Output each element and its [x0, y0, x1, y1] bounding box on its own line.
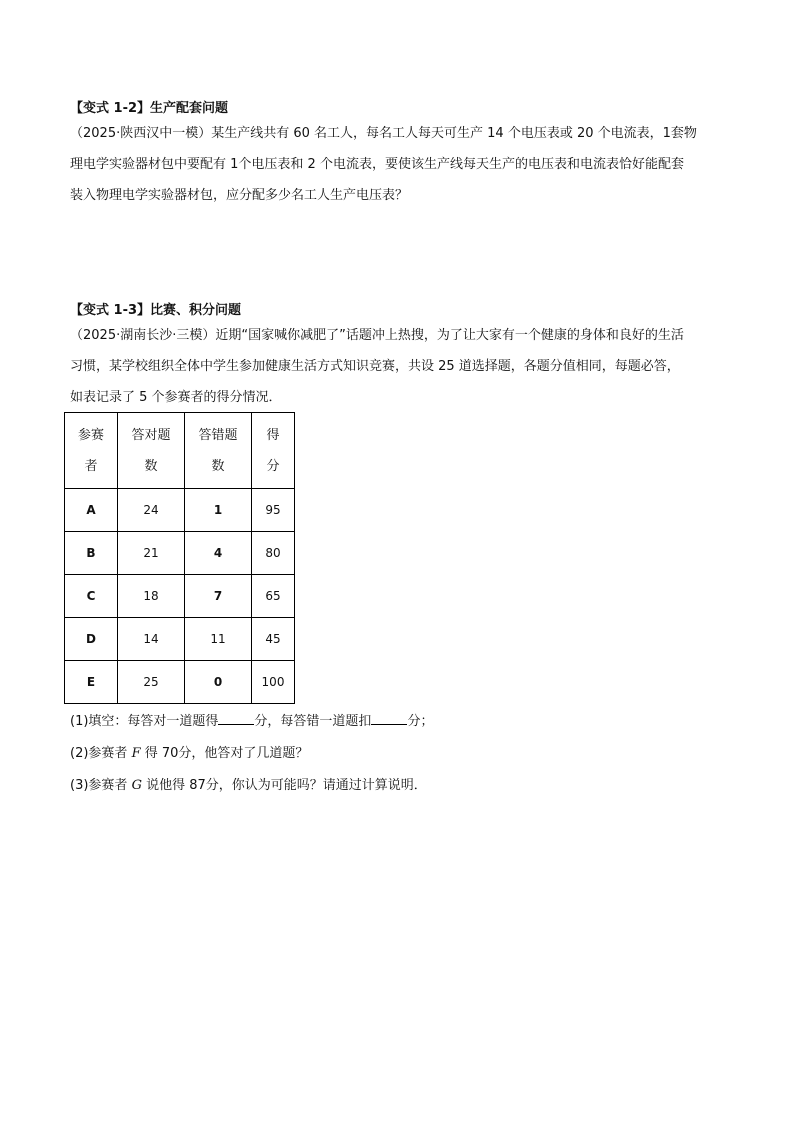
table-cell: 1 [185, 489, 252, 532]
header-cell: 得 分 [252, 413, 295, 489]
table-cell: 11 [185, 618, 252, 661]
problem-line: （2025·湖南长沙·三模）近期“国家喊你减肥了”话题冲上热搜，为了让大家有一个健康的身体和良好的生活 [70, 328, 684, 343]
score-table [64, 412, 295, 704]
table-row [65, 489, 295, 532]
table-cell: 0 [185, 661, 252, 704]
table-row [65, 661, 295, 704]
section-heading-1-2: 【变式 1-2】生产配套问题 [70, 101, 229, 116]
table-cell: A [65, 489, 118, 532]
table-cell: 21 [118, 532, 185, 575]
table-cell: 65 [252, 575, 295, 618]
table-row [65, 618, 295, 661]
question-2: (2)参赛者 F 得 70分，他答对了几道题？ [70, 746, 309, 761]
table-cell: 18 [118, 575, 185, 618]
table-row [65, 575, 295, 618]
problem-line: 装入物理电学实验器材包，应分配多少名工人生产电压表？ [70, 188, 409, 203]
table-cell: D [65, 618, 118, 661]
answer-blank[interactable] [218, 712, 254, 725]
table-row [65, 532, 295, 575]
problem-text-1-3 [70, 320, 730, 413]
problem-line: 如表记录了 5 个参赛者的得分情况． [70, 390, 282, 405]
problem-line: 习惯，某学校组织全体中学生参加健康生活方式知识竞赛，共设 25 道选择题，各题分值相同，每题必答， [70, 359, 680, 374]
question-3: (3)参赛者 G 说他得 87分，你认为可能吗？请通过计算说明． [70, 778, 427, 793]
header-cell: 答对题 数 [118, 413, 185, 489]
table-cell: 45 [252, 618, 295, 661]
problem-line: 理电学实验器材包中要配有 1个电压表和 2 个电流表，要使该生产线每天生产的电压表和电流表恰好能配套 [70, 157, 684, 172]
answer-blank[interactable] [371, 712, 407, 725]
variable-g: G [131, 778, 142, 793]
table-cell: 25 [118, 661, 185, 704]
header-cell: 答错题 数 [185, 413, 252, 489]
table-cell: E [65, 661, 118, 704]
table-cell: 100 [252, 661, 295, 704]
table-cell: 7 [185, 575, 252, 618]
problem-text-1-2 [70, 118, 730, 211]
header-cell: 参赛 者 [65, 413, 118, 489]
table-cell: B [65, 532, 118, 575]
table-cell: 24 [118, 489, 185, 532]
problem-line: （2025·陕西汉中一模）某生产线共有 60 名工人，每名工人每天可生产 14 个电压表或 20 个电流表，1套物 [70, 126, 697, 141]
variable-f: F [131, 746, 141, 761]
table-cell: 95 [252, 489, 295, 532]
table-cell: 80 [252, 532, 295, 575]
table-header-row [65, 413, 295, 489]
section-heading-1-3: 【变式 1-3】比赛、积分问题 [70, 303, 242, 318]
table-cell: C [65, 575, 118, 618]
table-cell: 14 [118, 618, 185, 661]
table-cell: 4 [185, 532, 252, 575]
question-1: (1)填空：每答对一道题得 分，每答错一道题扣 分； [70, 714, 434, 729]
